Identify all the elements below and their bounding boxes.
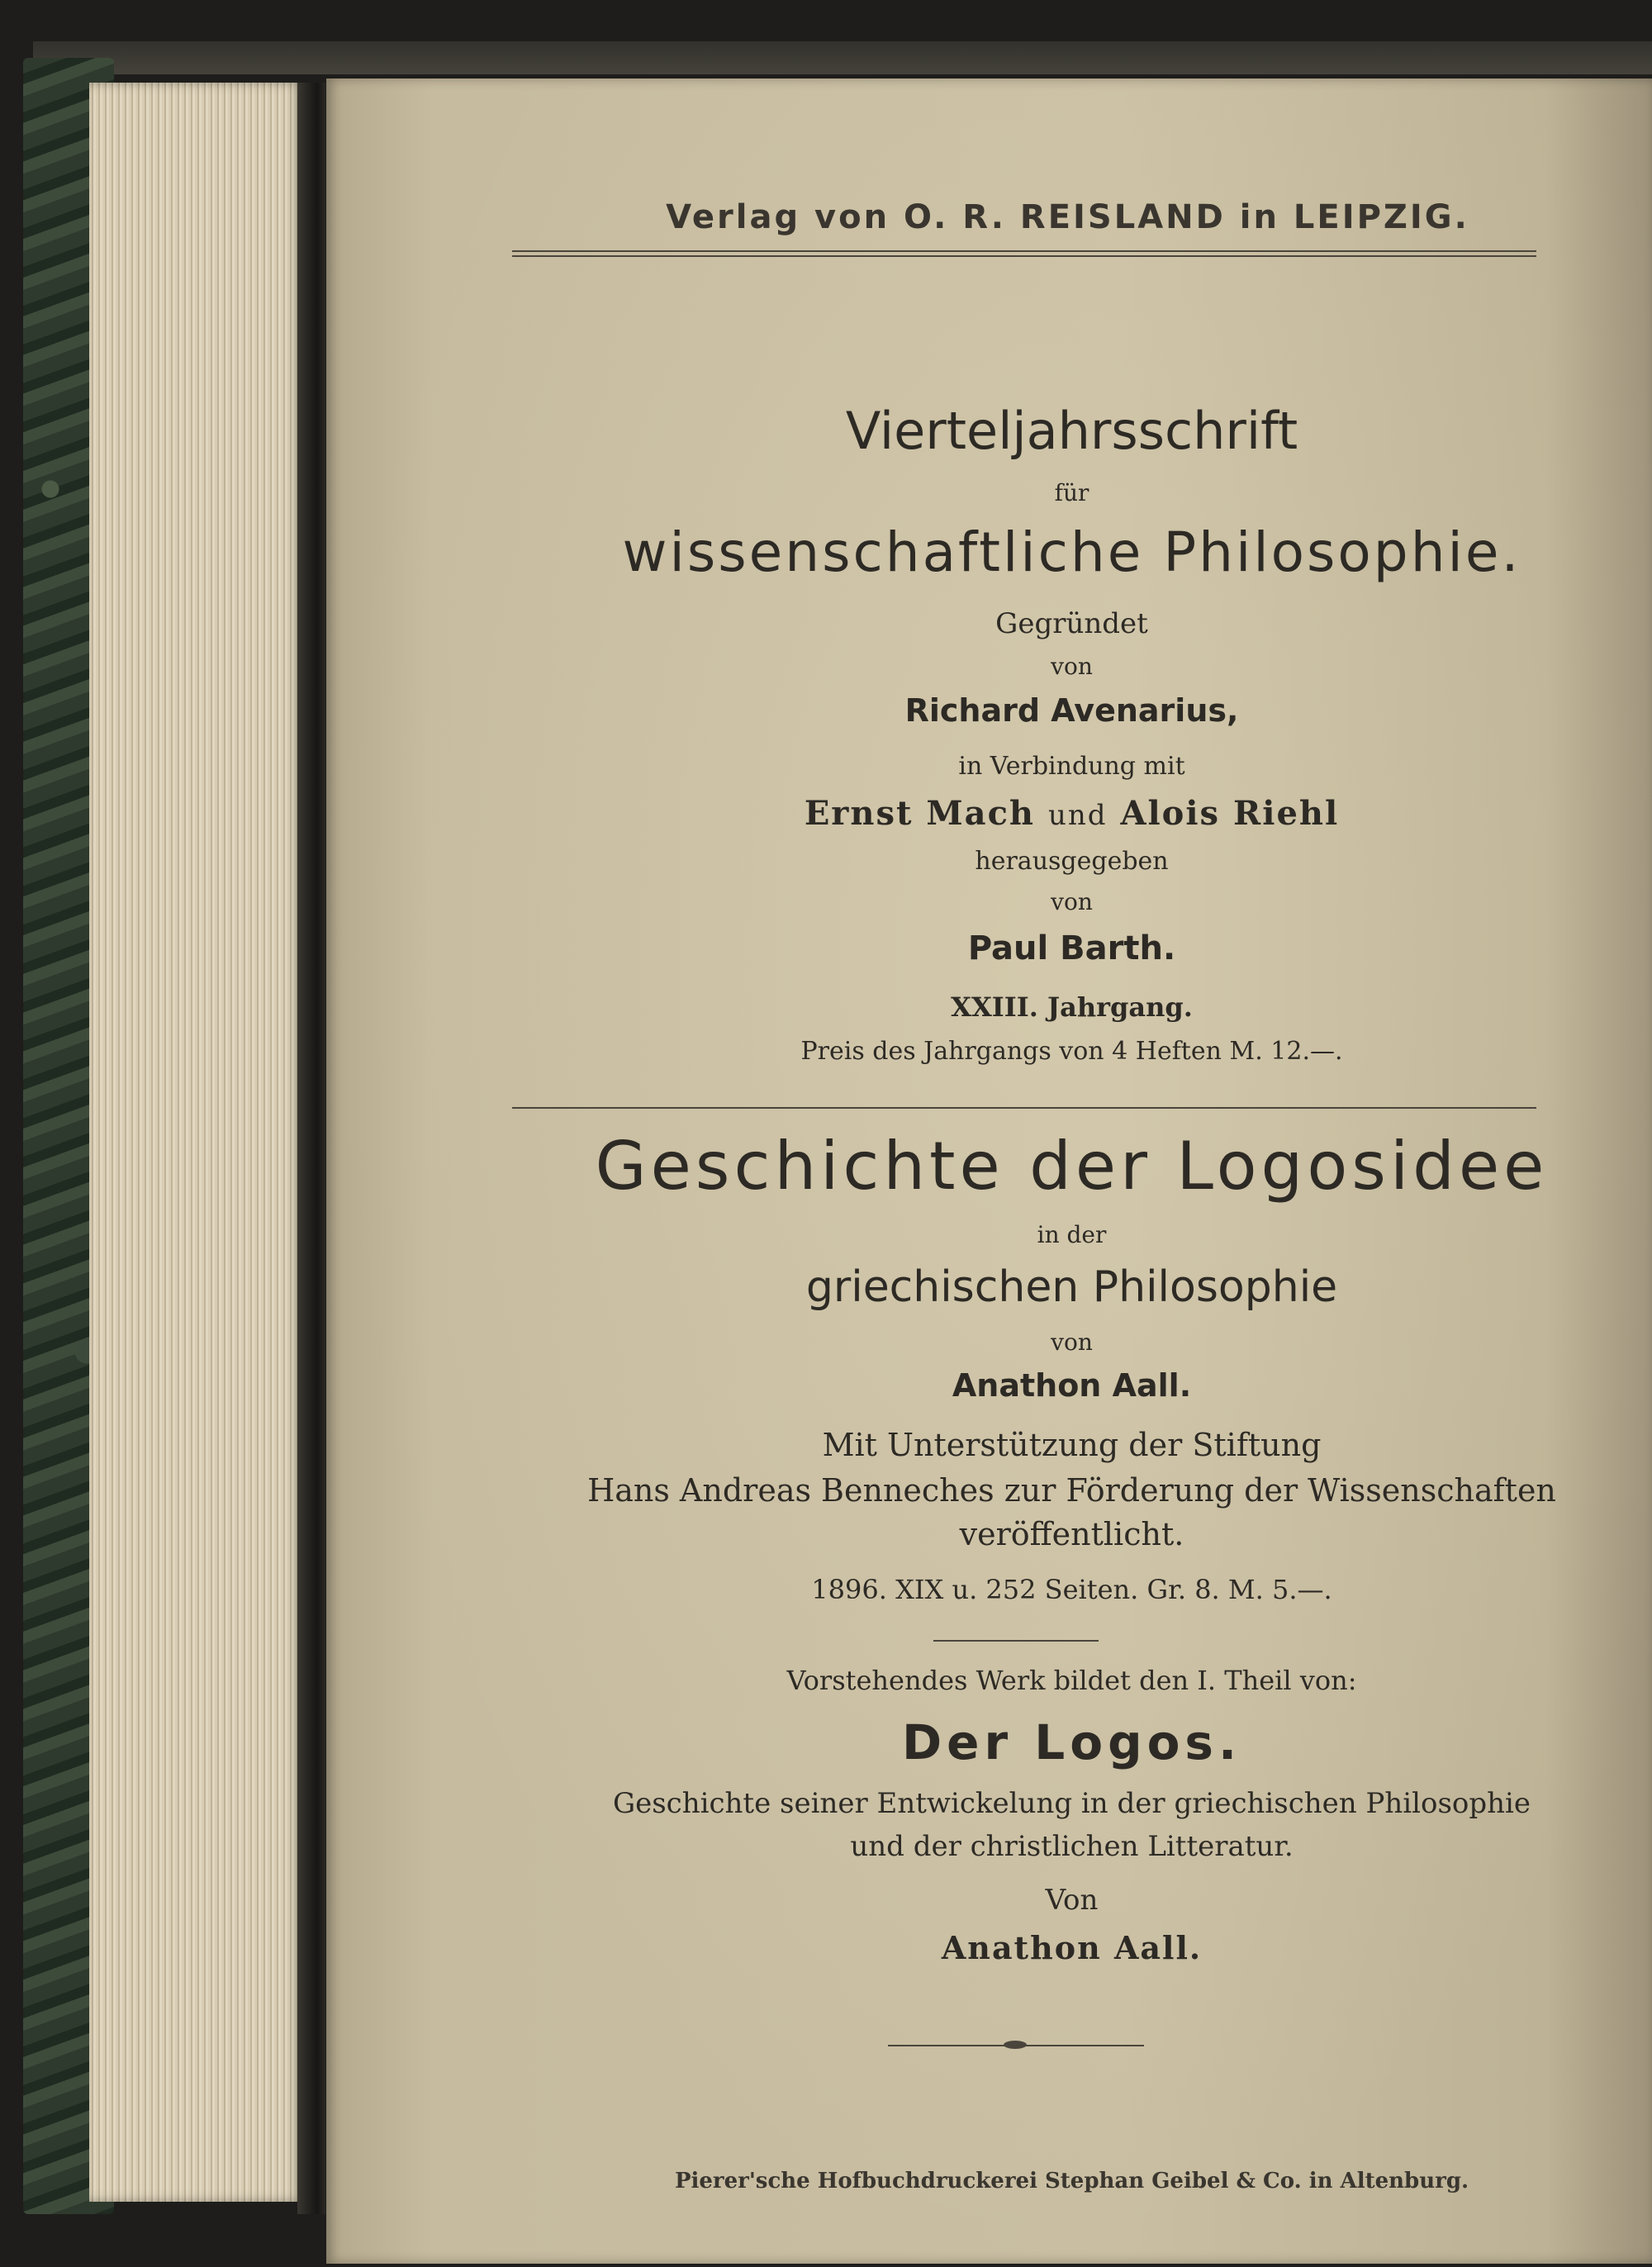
book1-meta: 1896. XIX u. 252 Seiten. Gr. 8. M. 5.—.: [811, 1574, 1332, 1605]
publisher-line: Verlag von O. R. REISLAND in LEIPZIG.: [666, 198, 1469, 236]
printer-line: Pierer'sche Hofbuchdruckerei Stephan Geibel & Co. in Altenburg.: [674, 2169, 1469, 2193]
book2-subtitle-line2: und der christlichen Litteratur.: [850, 1830, 1294, 1863]
book2-title: Der Logos.: [901, 1714, 1241, 1770]
header-double-rule: [512, 250, 1536, 257]
journal-in-connection: in Verbindung mit: [958, 752, 1185, 781]
book1-von: von: [1051, 1328, 1093, 1356]
journal-price: Preis des Jahrgangs von 4 Heften M. 12.—.: [800, 1037, 1343, 1066]
journal-title-line3: wissenschaftliche Philosophie.: [622, 520, 1521, 584]
journal-founder: Richard Avenarius,: [904, 692, 1239, 729]
page-block-edges: [89, 83, 304, 2202]
ornament-icon: [1004, 2041, 1027, 2049]
journal-von-b: von: [1051, 888, 1093, 915]
book1-support-line3: veröffentlicht.: [959, 1516, 1184, 1552]
collaborator-und: und: [1047, 799, 1108, 832]
collaborator-riehl: Alois Riehl: [1120, 794, 1340, 833]
journal-volume: XXIII. Jahrgang.: [951, 991, 1193, 1023]
book1-support-line2: Hans Andreas Benneches zur Förderung der Wissenschaften: [587, 1472, 1556, 1509]
book-page: [326, 78, 1652, 2264]
book-cover-top: [33, 41, 1652, 74]
journal-collaborators: [326, 794, 1652, 833]
journal-editor: Paul Barth.: [967, 929, 1176, 967]
journal-founded: Gegründet: [995, 607, 1148, 640]
book2-subtitle-line1: Geschichte seiner Entwickelung in der griechischen Philosophie: [612, 1787, 1531, 1820]
book1-in-der: in der: [1037, 1221, 1107, 1248]
journal-title-line2: für: [1054, 479, 1089, 506]
short-divider-rule: [933, 1640, 1099, 1642]
journal-title-line1: Vierteljahrsschrift: [845, 401, 1298, 461]
journal-von-a: von: [1051, 653, 1093, 680]
book1-subtitle: griechischen Philosophie: [805, 1262, 1338, 1312]
gutter-shadow: [297, 83, 325, 2214]
book1-title: Geschichte der Logosidee: [595, 1128, 1549, 1205]
section-divider-rule: [512, 1107, 1536, 1109]
book2-intro: Vorstehendes Werk bildet den I. Theil von:: [786, 1665, 1357, 1696]
book1-support-line1: Mit Unterstützung der Stiftung: [822, 1427, 1322, 1463]
book1-author: Anathon Aall.: [952, 1367, 1192, 1404]
collaborator-mach: Ernst Mach: [804, 794, 1036, 833]
book2-von: Von: [1045, 1884, 1099, 1917]
journal-edited: herausgegeben: [975, 847, 1169, 876]
book2-author: Anathon Aall.: [941, 1929, 1203, 1966]
